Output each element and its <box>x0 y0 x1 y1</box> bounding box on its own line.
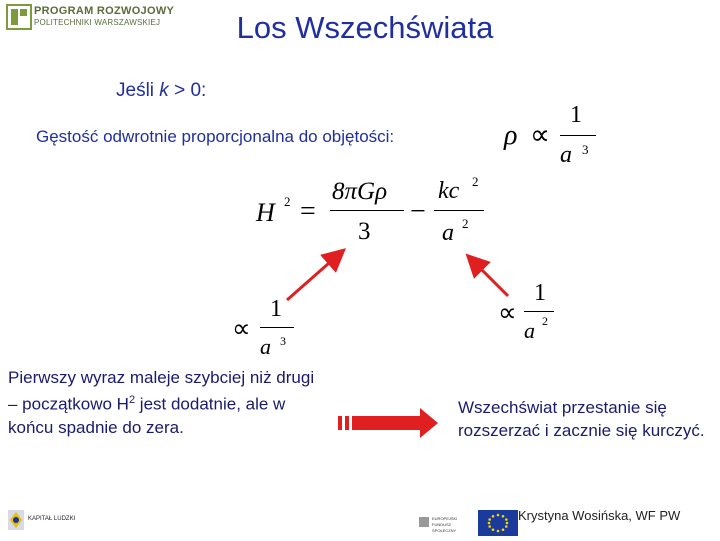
first-term-scaling: ∝ 1 a 3 <box>232 296 302 362</box>
density-statement: Gęstość odwrotnie proporcjonalna do objętości: <box>36 127 395 146</box>
kapital-ludzki-logo: KAPITAŁ LUDZKI <box>6 508 86 532</box>
big-right-arrow <box>338 408 438 438</box>
density-formula: ρ ∝ 1 a 3 <box>504 102 604 172</box>
friedmann-equation: H 2 = 8πGρ 3 − kc 2 a 2 <box>254 170 494 254</box>
condition-text: Jeśli k > 0: <box>116 80 207 101</box>
fundusz-logo: EUROPEJSKI FUNDUSZ SPOŁECZNY <box>418 510 518 534</box>
author-credit: Krystyna Wosińska, WF PW <box>518 508 681 523</box>
logo-line-2: POLITECHNIKI WARSZAWSKIEJ <box>34 18 161 27</box>
second-term-scaling: ∝ 1 a 2 <box>498 280 568 346</box>
conclusion-text: Wszechświat przestanie się rozszerzać i zacznie się kurczyć. <box>458 398 705 440</box>
first-term-explanation: Pierwszy wyraz maleje szybciej niż drugi – początkowo $H^2$ jest dodatnie, ale w końcu spadnie do zera. <box>8 368 315 437</box>
arrow-left-up <box>287 256 337 300</box>
eu-flag-icon <box>478 510 518 536</box>
logo-line-1: PROGRAM ROZWOJOWY <box>34 5 175 17</box>
slide-title: Los Wszechświata <box>236 10 494 45</box>
